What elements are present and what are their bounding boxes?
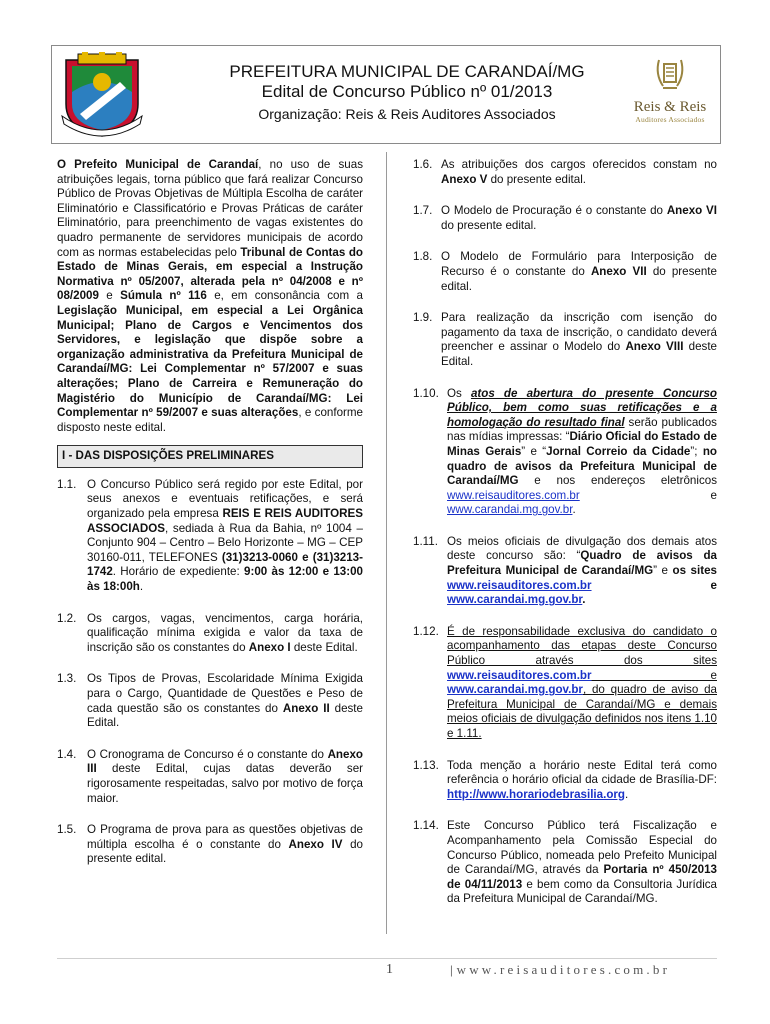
clause-number: 1.2. — [57, 611, 77, 625]
clause-number: 1.13. — [413, 758, 439, 772]
page-subtitle: Edital de Concurso Público nº 01/2013 — [261, 82, 553, 101]
text-run: ”; — [690, 444, 703, 458]
text-run: É de responsabilidade exclusiva do candidato o acompanhamento das etapas deste Concurso Público através dos sites — [447, 624, 717, 668]
footer-separator: | — [450, 962, 453, 977]
clause-number: 1.7. — [413, 204, 433, 218]
text-run: atos de abertura do presente Concurso Público, bem como suas retificações e a homologação do resultado final — [447, 386, 717, 429]
clause-text — [87, 672, 363, 730]
clause-item — [413, 250, 717, 294]
clause-number: 1.10. — [413, 386, 439, 400]
clause-number: 1.14. — [413, 819, 439, 833]
text-run: . — [625, 787, 629, 801]
text-run: Anexo VII — [590, 264, 647, 278]
text-run: Os cargos, vagas, vencimentos, carga horária, qualificação mínima exigida e valor da taxa de inscrição são os constantes do — [87, 611, 363, 654]
clause-item — [413, 819, 717, 907]
clause-number: 1.6. — [413, 158, 433, 171]
text-run: O Modelo de Procuração é o constante do — [441, 204, 667, 218]
logo-tagline: Auditores Associados — [635, 115, 705, 124]
left-column — [57, 158, 363, 884]
left-item-list — [57, 478, 363, 867]
text-run: e — [98, 289, 121, 303]
text-run: Jornal Correio da Cidade — [546, 444, 691, 458]
clause-number: 1.11. — [413, 534, 438, 548]
text-run: no quadro de avisos da Prefeitura Municipal de Carandaí/MG — [447, 444, 717, 488]
text-run: . — [572, 503, 576, 517]
footer-rule — [57, 958, 717, 959]
intro-paragraph — [57, 158, 363, 435]
clause-text — [447, 625, 717, 742]
text-run: (31)3213-0060 e (31)3213-1742 — [87, 550, 363, 579]
text-run: Súmula nº 116 — [120, 289, 207, 303]
text-run: Os — [447, 386, 471, 400]
clause-text — [87, 748, 363, 806]
text-run: O Prefeito Municipal de Carandaí — [57, 158, 259, 171]
text-run: Quadro de avisos da Prefeitura Municipal de Carandaí/MG — [447, 549, 718, 578]
text-run: do presente edital. — [441, 264, 717, 293]
clause-number: 1.5. — [57, 823, 77, 837]
text-run: , no uso de suas atribuições legais, torna público que fará realizar Concurso Público de Provas Objetivas de Múltipla Escolha de caráter Eliminatório e Classificatório e Provas Práticas de caráter Eliminatório, para preenchimento de vagas existentes do quadro permanente de servidores municipais de acordo com as normas estabelecidas pelo — [57, 158, 363, 259]
clause-text — [441, 204, 717, 233]
clause-item — [413, 311, 717, 369]
logo-name: Reis & Reis — [633, 99, 707, 115]
footer-url — [450, 962, 670, 978]
section-heading: I - DAS DISPOSIÇÕES PRELIMINARES — [57, 445, 363, 468]
clause-item — [57, 612, 363, 656]
text-run: O Modelo de Formulário para Interposição de Recurso é o constante do — [441, 250, 717, 278]
text-run: Toda menção a horário neste Edital terá como referência o horário oficial da cidade de Brasília-DF: — [447, 758, 717, 787]
web-link[interactable]: www.reisauditores.com.br — [447, 578, 592, 592]
reis-reis-logo — [628, 56, 712, 136]
text-run: . — [139, 580, 144, 594]
page-number: 1 — [386, 962, 393, 977]
clause-number: 1.1. — [57, 477, 77, 491]
clause-text — [441, 311, 717, 369]
clause-item — [413, 625, 717, 742]
text-run: . Horário de expediente: — [112, 565, 245, 579]
footer-url-text[interactable]: www.reisauditores.com.br — [456, 962, 671, 977]
text-run: e, em consonância com a — [206, 289, 363, 303]
clause-text — [441, 250, 717, 294]
text-run: Anexo V — [441, 172, 488, 186]
text-run: Anexo III — [87, 747, 363, 776]
web-link[interactable]: www.reisauditores.com.br — [447, 488, 580, 502]
clause-text — [441, 158, 717, 187]
text-run: Portaria nº 450/2013 de 04/11/2013 — [447, 863, 717, 891]
text-run: Anexo IV — [288, 837, 343, 851]
text-run: deste Edital. — [87, 701, 363, 730]
text-run: O Concurso Público será regido por este Edital, por seus anexos e eventuais retificações, e será organizado pela empresa — [87, 477, 363, 521]
text-run: Tribunal de Contas do Estado de Minas Gerais, em especial a Instrução Normativa nº 05/2007, alterada pela nº 04/2008 e nº 08/2009 — [57, 245, 363, 303]
organization-line: Organização: Reis & Reis Auditores Associados — [258, 106, 556, 122]
document-header — [51, 45, 721, 144]
municipal-crest-icon — [60, 52, 144, 138]
clause-text — [87, 823, 363, 867]
clause-text — [447, 535, 717, 608]
web-link[interactable]: www.reisauditores.com.br — [447, 668, 592, 682]
text-run: Os meios oficiais de divulgação dos demais atos deste concurso são: “ — [447, 534, 717, 563]
text-run: deste Edital. — [290, 640, 358, 654]
clause-text — [87, 478, 363, 595]
clause-text — [447, 759, 717, 803]
text-run: Anexo VIII — [625, 340, 684, 354]
web-link[interactable]: www.carandai.mg.gov.br — [447, 683, 583, 697]
text-run: Para realização da inscrição com isenção do pagamento da taxa de inscrição, o candidato deverá preencher e assinar o Modelo do — [441, 311, 717, 354]
text-run: , do quadro de aviso da Prefeitura Municipal de Carandaí/MG e demais meios oficiais de divulgação definidos nos itens 1.10 e 1.11. — [447, 683, 717, 740]
text-run: os sites — [672, 564, 717, 578]
text-run: deste Edital. — [441, 340, 717, 368]
text-run: Anexo II — [282, 701, 330, 715]
text-run: O Cronograma de Concurso é o constante do — [87, 747, 328, 761]
text-run: do presente edital. — [87, 837, 364, 866]
clause-number: 1.8. — [413, 250, 433, 264]
right-column — [413, 158, 717, 924]
clause-item — [57, 478, 363, 595]
text-run: . — [582, 593, 586, 607]
clause-text — [447, 819, 717, 907]
text-run: Os Tipos de Provas, Escolaridade Mínima Exigida para o Cargo, Quantidade de Questões e Peso de cada questão são os constantes do — [87, 672, 363, 715]
text-run: Anexo I — [248, 640, 291, 654]
clause-item — [413, 204, 717, 233]
text-run: Anexo VI — [666, 204, 718, 218]
laurel-emblem-icon — [653, 56, 687, 92]
text-run: Diário Oficial do Estado de Minas Gerais — [447, 430, 717, 458]
web-link[interactable]: http://www.horariodebrasilia.org — [447, 787, 625, 801]
text-run: ” e “ — [521, 444, 547, 458]
clause-number: 1.9. — [413, 311, 433, 325]
clause-item — [413, 535, 717, 608]
text-run: O Programa de prova para as questões objetivas de múltipla escolha é o constante do — [87, 823, 363, 851]
clause-item — [57, 748, 363, 806]
text-run: 9:00 às 12:00 e 13:00 às 18:00h — [87, 565, 363, 594]
text-run: REIS E REIS AUDITORES ASSOCIADOS — [87, 507, 363, 535]
text-run: deste Edital, cujas datas deverão ser rigorosamente respeitadas, salvo por motivo de força maior. — [87, 762, 363, 805]
clause-item — [413, 158, 717, 187]
text-run: Legislação Municipal, em especial a Lei Orgânica Municipal; Plano de Cargos e Vencimentos dos Servidores, e legislação que dispõe sobre a organização administrativa da Prefeitura Municipal de Carandaí/MG: Lei Complementar nº 57/2007 e suas alterações; Plano de Carreira e Remuneração do Magistério do Município de Carandaí/MG: Lei Complementar nº 59/2007 e suas alterações — [57, 303, 363, 420]
text-run: ” e — [653, 564, 673, 578]
clause-item — [57, 672, 363, 730]
clause-number: 1.12. — [413, 624, 439, 638]
page-title: PREFEITURA MUNICIPAL DE CARANDAÍ/MG — [229, 62, 585, 81]
text-run: e — [591, 668, 717, 682]
clause-item — [413, 759, 717, 803]
text-run: do presente edital. — [441, 218, 537, 232]
text-run: serão publicados nas mídias impressas: “ — [447, 415, 717, 444]
text-run: e nos endereços eletrônicos — [518, 474, 717, 488]
text-run: , sediada à Rua da Bahia, nº 1004 – Conjunto 904 – Centro – Belo Horizonte – MG – CEP 30160-011, TELEFONES — [87, 521, 363, 564]
right-item-list — [413, 158, 717, 907]
clause-item — [413, 387, 717, 518]
web-link[interactable]: www.carandai.mg.gov.br — [447, 503, 573, 517]
clause-number: 1.4. — [57, 747, 77, 761]
text-run: Este Concurso Público terá Fiscalização e Acompanhamento pela Comissão Especial do Concurso Público, nomeada pelo Prefeito Municipal de Carandaí/MG, através da — [447, 819, 717, 877]
title-block — [182, 62, 632, 124]
clause-text — [447, 387, 717, 518]
clause-number: 1.3. — [57, 672, 77, 686]
column-divider — [386, 152, 387, 934]
clause-item — [57, 823, 363, 867]
text-run: As atribuições dos cargos oferecidos constam no — [441, 158, 717, 171]
clause-text — [87, 612, 363, 656]
text-run: do presente edital. — [487, 172, 587, 186]
text-run: e — [591, 578, 717, 592]
text-run: e — [579, 488, 717, 502]
text-run: e bem como da Consultoria Jurídica da Prefeitura Municipal de Carandaí/MG. — [447, 877, 718, 906]
web-link[interactable]: www.carandai.mg.gov.br — [447, 593, 583, 607]
text-run: , e conforme disposto neste edital. — [57, 406, 363, 434]
